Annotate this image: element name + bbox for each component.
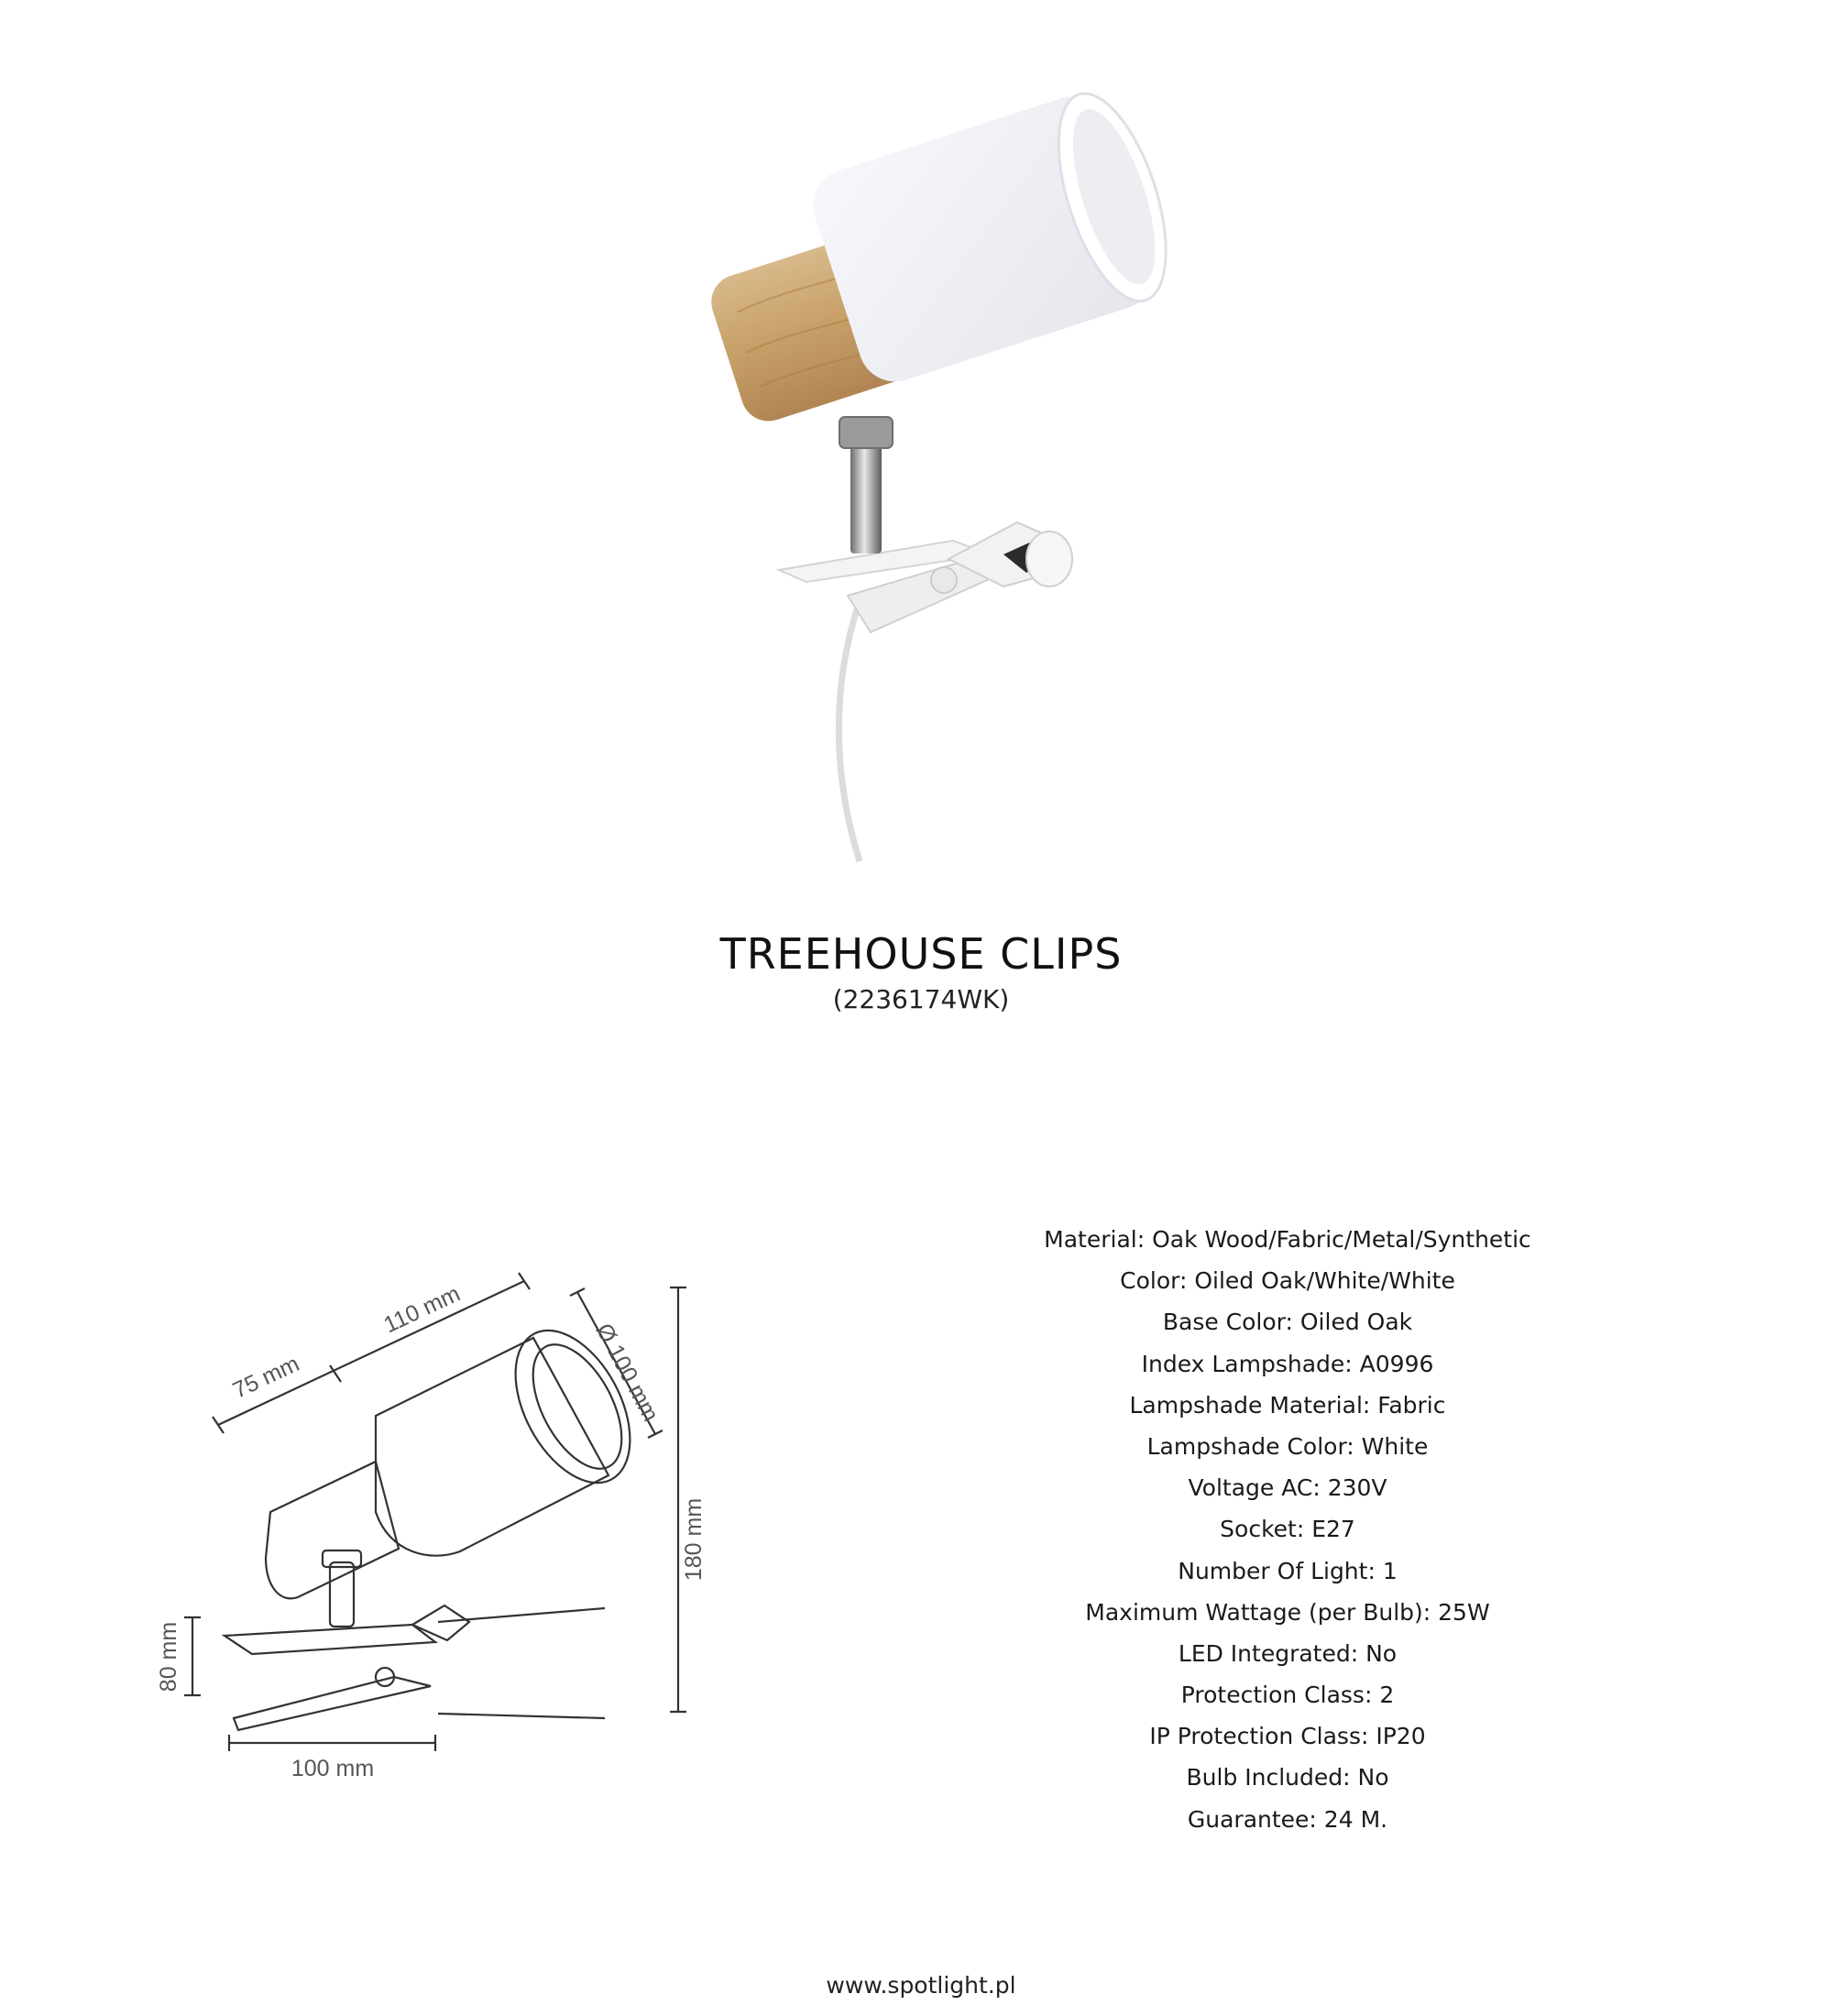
spec-item: Lampshade Material: Fabric bbox=[1129, 1391, 1446, 1419]
dim-rear-length: 75 mm bbox=[228, 1351, 303, 1404]
spec-item: Base Color: Oiled Oak bbox=[1162, 1309, 1413, 1336]
spec-item: Maximum Wattage (per Bulb): 25W bbox=[1085, 1598, 1490, 1626]
drawing-shade-opening bbox=[492, 1311, 653, 1502]
spec-item: Guarantee: 24 M. bbox=[1187, 1805, 1388, 1833]
chrome-stem bbox=[850, 442, 882, 553]
dim-clip-height: 80 mm bbox=[156, 1621, 181, 1693]
footer-url[interactable]: www.spotlight.pl bbox=[826, 1972, 1016, 1999]
spec-item: Voltage AC: 230V bbox=[1188, 1474, 1387, 1502]
product-photo bbox=[641, 46, 1228, 861]
title-block bbox=[0, 926, 1842, 1014]
spec-item: IP Protection Class: IP20 bbox=[1149, 1723, 1426, 1750]
dim-diameter: Ø 100 mm bbox=[590, 1319, 664, 1426]
drawing-table-edge bbox=[438, 1608, 605, 1622]
drawing-shade-body bbox=[376, 1338, 609, 1556]
cord bbox=[839, 596, 861, 861]
dim-clip-width: 100 mm bbox=[291, 1756, 375, 1781]
product-code: (2236174WK) bbox=[832, 984, 1010, 1014]
spec-item: Number Of Light: 1 bbox=[1178, 1557, 1398, 1584]
spec-item: Material: Oak Wood/Fabric/Metal/Synthetic bbox=[1044, 1226, 1531, 1253]
clip-pivot bbox=[931, 567, 957, 593]
spec-item: Bulb Included: No bbox=[1186, 1764, 1389, 1791]
technical-drawing bbox=[156, 1246, 751, 1796]
product-name: TREEHOUSE CLIPS bbox=[719, 929, 1123, 979]
drawing-rear-body bbox=[266, 1462, 399, 1598]
spec-item: Color: Oiled Oak/White/White bbox=[1120, 1267, 1455, 1295]
spec-list bbox=[971, 1219, 1604, 1840]
clip-roller bbox=[1026, 531, 1072, 586]
drawing-clip-lower bbox=[234, 1677, 431, 1730]
spec-item: Index Lampshade: A0996 bbox=[1141, 1350, 1434, 1377]
chrome-joint bbox=[839, 417, 893, 448]
dim-height: 180 mm bbox=[681, 1497, 707, 1582]
spec-item: LED Integrated: No bbox=[1178, 1639, 1398, 1667]
dim-front-length: 110 mm bbox=[379, 1280, 465, 1339]
spec-item: Socket: E27 bbox=[1220, 1516, 1355, 1543]
drawing-clip-handle bbox=[412, 1605, 469, 1640]
spec-item: Lampshade Color: White bbox=[1146, 1432, 1429, 1460]
drawing-clip-upper bbox=[225, 1625, 435, 1654]
spec-item: Protection Class: 2 bbox=[1180, 1682, 1395, 1709]
